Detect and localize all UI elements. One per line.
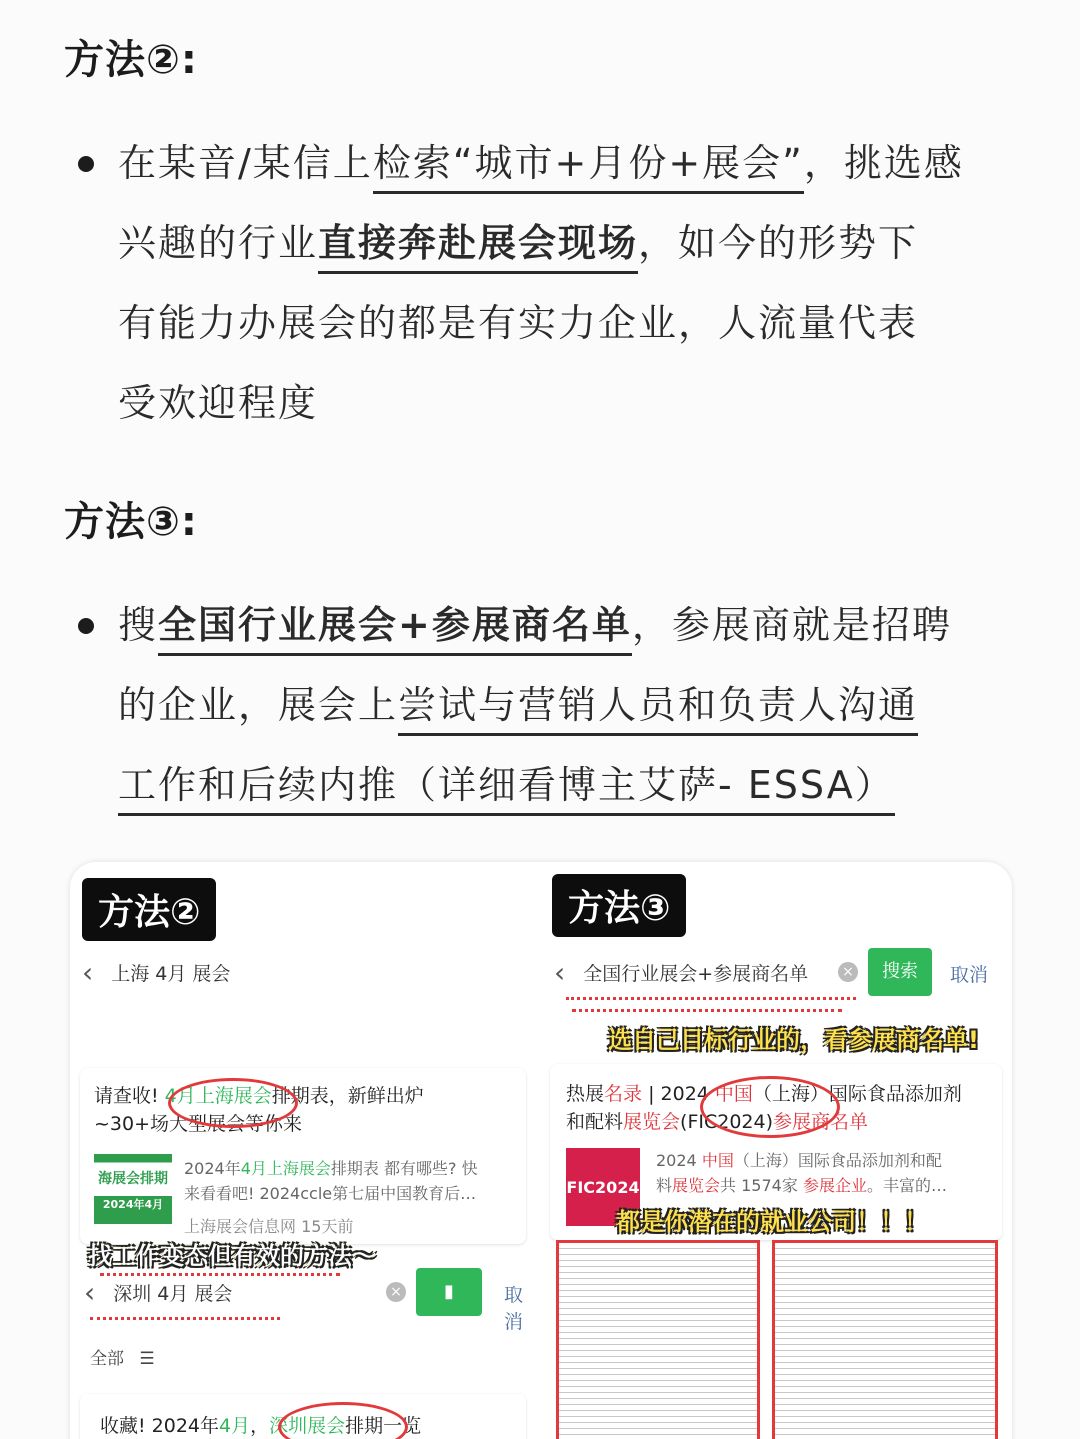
exhibitor-list-image (556, 1240, 760, 1439)
bullet-dot (78, 156, 94, 172)
squiggle-annotation (572, 1006, 842, 1012)
text: 共 1574家 (720, 1176, 803, 1195)
annotation-banner-right-2: 都是你潜在的就业公司！！！ (616, 1208, 928, 1236)
fic-thumbnail: FIC2024 (566, 1148, 640, 1226)
underlined-text: 工作和后续内推（详细看博主艾萨- ESSA） (118, 763, 895, 816)
text: ，参展商就是招聘 (631, 603, 952, 647)
text: 的企业，展会上 (118, 683, 399, 727)
text: （上海）国际食品添加剂 (752, 1083, 962, 1105)
highlight-text: 参展企业 (802, 1176, 867, 1195)
highlight-text: 中国 (701, 1151, 734, 1170)
text: 在某音/某信上 (118, 141, 373, 185)
annotation-banner-left: 找工作变态但有效的方法～ (88, 1242, 376, 1270)
bullet-dot (78, 618, 94, 634)
search-query: 全国行业展会+参展商名单 (583, 962, 809, 985)
text: 2024年 (184, 1159, 241, 1178)
text: ，如今的形势下 (638, 221, 919, 265)
method-2-line-2 (118, 220, 918, 266)
text: ~30+场大型展会等你来 (94, 1113, 303, 1135)
search-query: 深圳 4月 展会 (113, 1282, 233, 1305)
right-search-screenshot (542, 934, 1012, 1439)
highlight-text: 展览会 (672, 1176, 721, 1195)
highlight-text: 深圳展会 (269, 1415, 346, 1437)
filter-icon[interactable]: ☰ (139, 1349, 155, 1369)
red-circle-annotation (700, 1076, 840, 1138)
cancel-button[interactable]: 取消 (950, 964, 989, 986)
thumb-year: 2024年4月 (102, 1198, 164, 1211)
highlight-text: 名录 (604, 1083, 643, 1105)
highlight-text: 4月上海展会 (240, 1159, 331, 1178)
squiggle-annotation (90, 1314, 280, 1320)
screenshot-collage (70, 862, 1012, 1439)
text: (FIC2024) (680, 1111, 774, 1133)
highlight-text: 中国 (714, 1083, 753, 1105)
text: ，挑选感 (803, 141, 964, 185)
highlight-text: 4月 (219, 1415, 251, 1437)
cancel-button[interactable]: 取消 (504, 1284, 524, 1333)
text: 收藏! 2024年 (100, 1415, 220, 1437)
result-snippet (656, 1148, 947, 1198)
method-3-line-3 (118, 762, 895, 808)
search-query: 上海 4月 展会 (111, 962, 231, 985)
text: 。丰富的… (866, 1176, 947, 1195)
method-3-heading: 方法③: (64, 499, 198, 545)
result-card-shenzhen[interactable] (80, 1394, 526, 1439)
text: 料 (656, 1176, 673, 1195)
text: 搜 (118, 603, 159, 647)
annotation-banner-right-1: 选自己目标行业的，看参展商名单! (608, 1026, 979, 1054)
underlined-text: 尝试与营销人员和负责人沟通 (398, 683, 918, 736)
filter-label: 全部 (90, 1349, 124, 1369)
search-button[interactable]: ▮ (416, 1268, 482, 1316)
method-3-tag: 方法③ (552, 874, 686, 937)
highlight-text: 4月上海展会 (164, 1085, 272, 1107)
exhibitor-list-image (772, 1240, 998, 1439)
text: ， (250, 1415, 270, 1437)
back-icon[interactable]: ‹ (554, 955, 566, 989)
result-snippet (184, 1156, 478, 1206)
clear-icon[interactable]: × (386, 1282, 406, 1302)
method-2-line-3: 有能力办展会的都是有实力企业，人流量代表 (118, 301, 919, 345)
method-3-line-2 (118, 682, 918, 728)
text: 热展 (566, 1083, 605, 1105)
result-meta: 上海展会信息网 15天前 (184, 1217, 354, 1236)
text: 和配料 (566, 1111, 624, 1133)
text: 请查收! (94, 1085, 165, 1107)
red-circle-annotation (278, 1402, 408, 1439)
search-button[interactable]: 搜索 (868, 948, 932, 996)
method-2-line-4: 受欢迎程度 (118, 381, 319, 425)
filter-all[interactable] (90, 1344, 155, 1369)
method-2-heading: 方法②: (64, 37, 198, 83)
highlight-text: 展览会 (623, 1111, 681, 1133)
back-icon[interactable]: ‹ (84, 1275, 96, 1309)
text: 来看看吧! 2024ccle第七届中国教育后… (184, 1184, 477, 1203)
underlined-text: 检索“城市+月份+展会” (373, 141, 804, 194)
bold-underlined-text: 直接奔赴展会现场 (318, 221, 638, 274)
search-bar-exhibitors[interactable] (554, 948, 874, 996)
text: （上海）国际食品添加剂和配 (733, 1151, 942, 1170)
highlight-text: 参展商名单 (773, 1111, 869, 1133)
method-2-tag: 方法② (82, 878, 216, 941)
red-circle-annotation (168, 1078, 298, 1128)
result-thumbnail (94, 1154, 172, 1224)
squiggle-annotation (566, 994, 856, 1000)
text: 排期表，新鲜出炉 (271, 1085, 424, 1107)
left-search-screenshot (70, 934, 540, 1439)
back-icon[interactable]: ‹ (82, 955, 94, 989)
text: | 2024 (642, 1083, 715, 1105)
method-2-line-1 (118, 140, 964, 186)
text: 排期表 都有哪些? 快 (330, 1159, 478, 1178)
search-bar-shanghai[interactable] (82, 948, 522, 996)
text: 2024 (656, 1151, 702, 1170)
text: 排期一览 (345, 1415, 422, 1437)
result-card-shanghai[interactable] (80, 1068, 526, 1244)
bold-underlined-text: 全国行业展会+参展商名单 (158, 603, 632, 656)
method-3-line-1 (118, 602, 952, 648)
text: 兴趣的行业 (118, 221, 319, 265)
clear-icon[interactable]: × (838, 962, 858, 982)
result-title (94, 1082, 514, 1138)
thumb-title: 海展会排期 (98, 1171, 168, 1187)
